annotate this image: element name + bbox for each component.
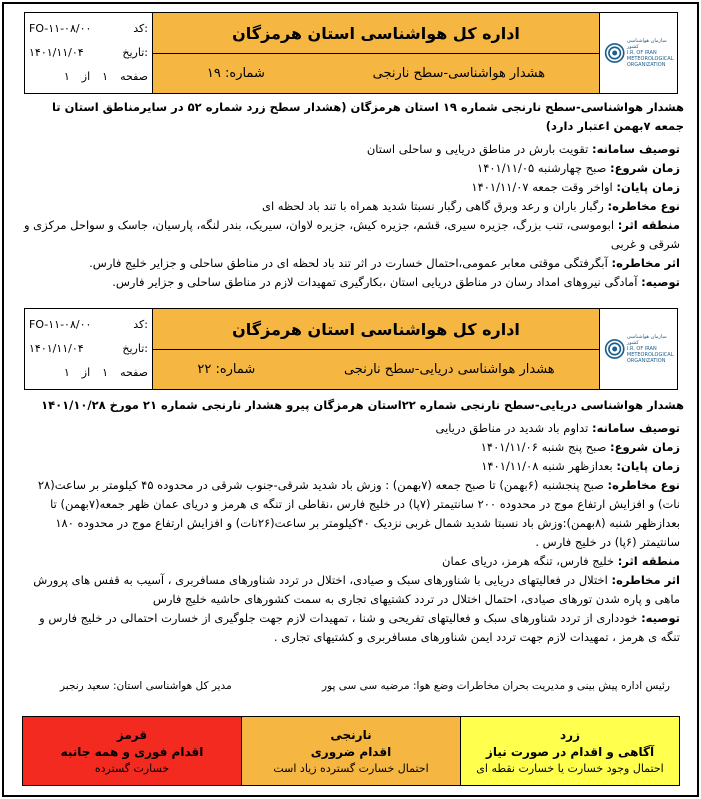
row-value: تداوم باد شدید در مناطق دریایی <box>435 421 589 435</box>
warning2-main-title: هشدار هواشناسی دریایی-سطح نارنجی شماره ۲۲استان هرمزگان پیرو هشدار نارنجی شماره ۲۱ مورخ ۱۴۰۱/۱۰/۲۸ <box>41 398 684 412</box>
page-total: ۱ <box>63 365 70 379</box>
row-value: صبح پنجشنبه (۶بهمن) تا صبح جمعه (۷بهمن) : وزش باد شدید شرقی-جنوب شرقی در محدوده ۴۵ کیلومتر بر ساعت(۲۸ نات) و افزایش ارتفاع موج در محدوده ۲۰۰ سانتیمتر (۷پا) در خلیج فارس ،نقاطی از تنگه ی هرمز و دریای عمان ظهر جمعه(۷بهمن) تا بعدازظهر شنبه (۸بهمن):وزش باد نسبتا شدید شمال غربی نزدیک ۴۰کیلومتر بر ساعت(۲۶نات) و افزایش ارتفاع موج در محدوده ۱۸۰ سانتیمتر (۶پا) در خلیج فارس . <box>37 478 680 549</box>
row-label: اثر مخاطره: <box>611 256 680 270</box>
date-label: تاریخ: <box>122 341 148 355</box>
code-label: کد: <box>133 21 148 35</box>
row-value: اواخر وقت جمعه ۱۴۰۱/۱۱/۰۷ <box>471 180 613 194</box>
logo-line: I.R. OF IRAN <box>626 346 657 352</box>
row-value: رگبار باران و رعد وبرق گاهی رگبار نسبتا شدید همراه با تند باد لحظه ای <box>261 199 604 213</box>
warning-level-legend <box>22 716 680 786</box>
warning2-body <box>20 396 684 647</box>
logo-line: سازمان هواشناسی کشور <box>626 334 667 346</box>
logo-cell <box>599 13 677 93</box>
warning1-title-area <box>153 13 599 93</box>
logo-line: سازمان هواشناسی کشور <box>626 38 667 50</box>
row-value: تقویت بارش در مناطق دریایی و ساحلی استان <box>366 142 589 156</box>
warning1-row <box>20 216 680 254</box>
warning2-header <box>24 308 678 390</box>
logo-line: ORGANIZATION <box>626 62 666 68</box>
warning-type: هشدار هواشناسی دریایی-سطح نارنجی <box>343 362 555 377</box>
code-value: FO-۱۱-۰۸/۰۰ <box>29 317 92 331</box>
warning2-row <box>20 476 680 552</box>
row-label: زمان پایان: <box>616 180 680 194</box>
logo-line: METEOROLOGICAL <box>626 56 674 62</box>
row-label: توصیف سامانه: <box>592 421 680 435</box>
org-title: اداره کل هواشناسی استان هرمزگان <box>153 13 599 54</box>
page-number: ۱ <box>102 69 109 83</box>
page-number: ۱ <box>102 365 109 379</box>
code-value: FO-۱۱-۰۸/۰۰ <box>29 21 92 35</box>
row-label: توصیف سامانه: <box>592 142 680 156</box>
warning2-row <box>20 457 680 476</box>
warning1-row <box>20 273 680 292</box>
row-value: آمادگی نیروهای امداد رسان در مناطق دریایی استان ،بکارگیری تمهیدات لازم در مناطق ساحلی و جزایر فارس. <box>112 275 638 289</box>
warning1-row <box>20 197 680 216</box>
row-value: آبگرفتگی موقتی معابر عمومی،احتمال خسارت در اثر تند باد لحظه ای در مناطق ساحلی و جزایر خلیج فارس. <box>89 256 608 270</box>
warning1-row <box>20 140 680 159</box>
row-label: اثر مخاطره: <box>611 573 680 587</box>
warning2-row <box>20 438 680 457</box>
warning2-row <box>20 571 680 609</box>
warning1-row <box>20 178 680 197</box>
warning2-meta <box>25 309 153 389</box>
row-label: نوع مخاطره: <box>607 478 680 492</box>
warning2-title-area <box>153 309 599 389</box>
row-label: زمان پایان: <box>616 459 680 473</box>
level-title: زرد <box>560 727 580 742</box>
page-label: صفحه <box>120 69 148 83</box>
logo-line: ORGANIZATION <box>626 358 666 364</box>
row-label: منطقه اثر: <box>617 554 680 568</box>
forecast-head-signature: رئیس اداره پیش بینی و مدیریت بحران مخاطرات وضع هوا: مرضیه سی سی پور <box>322 680 670 692</box>
level-orange <box>241 717 460 785</box>
level-title: قرمز <box>116 727 148 742</box>
signatures <box>60 680 670 692</box>
date-value: ۱۴۰۱/۱۱/۰۴ <box>29 341 84 355</box>
level-description: احتمال خسارت گسترده زیاد است <box>273 761 429 775</box>
row-label: زمان شروع: <box>610 161 680 175</box>
level-subtitle: اقدام ضروری <box>310 744 392 759</box>
logo-cell <box>599 309 677 389</box>
warning1-header <box>24 12 678 94</box>
page-total: ۱ <box>63 69 70 83</box>
meteorological-organization-logo <box>604 23 674 83</box>
row-label: توصیه: <box>641 611 680 625</box>
date-label: تاریخ: <box>122 45 148 59</box>
warning1-row <box>20 159 680 178</box>
warning-number: شماره: ۲۲ <box>197 362 256 377</box>
of-label: از <box>81 365 91 379</box>
org-title: اداره کل هواشناسی استان هرمزگان <box>153 309 599 350</box>
level-description: خسارت گسترده <box>94 761 170 775</box>
row-value: خودداری از تردد شناورهای سبک و فعالیتهای تفریحی و شنا ، تمهیدات لازم جهت جلوگیری از خسارت احتمالی در خلیج فارس و تنگه ی هرمز ، تمهیدات لازم جهت تردد ایمن شناورهای مسافربری و کشتیهای تجاری . <box>39 611 680 644</box>
code-label: کد: <box>133 317 148 331</box>
warning1-row <box>20 254 680 273</box>
warning1-main-title: هشدار هواشناسی-سطح نارنجی شماره ۱۹ استان هرمزگان (هشدار سطح زرد شماره ۵۲ در سایرمناطق استان تا جمعه ۷بهمن اعتبار دارد) <box>51 100 684 133</box>
page-label: صفحه <box>120 365 148 379</box>
row-value: بعدازظهر شنبه ۱۴۰۱/۱۱/۰۸ <box>481 459 613 473</box>
level-red <box>23 717 241 785</box>
director-signature: مدیر کل هواشناسی استان: سعید رنجبر <box>60 680 232 692</box>
row-label: زمان شروع: <box>610 440 680 454</box>
level-title: نارنجی <box>330 727 372 742</box>
warning2-row <box>20 609 680 647</box>
warning1-body <box>20 98 684 292</box>
date-value: ۱۴۰۱/۱۱/۰۴ <box>29 45 84 59</box>
level-subtitle: اقدام فوری و همه جانبه <box>60 744 204 759</box>
row-value: خلیج فارس، تنگه هرمز، دریای عمان <box>442 554 615 568</box>
row-value: ابوموسی، تنب بزرگ، جزیره سیری، قشم، جزیره کیش، جزیره لاوان، سیریک، بندر لنگه، پارسیان، جاسک و سواحل مرکزی و شرقی و غربی <box>23 218 680 251</box>
row-label: توصیه: <box>641 275 680 289</box>
logo-line: METEOROLOGICAL <box>626 352 674 358</box>
row-value: صبح چهارشنبه ۱۴۰۱/۱۱/۰۵ <box>477 161 607 175</box>
warning2-row <box>20 419 680 438</box>
meteorological-organization-logo <box>604 319 674 379</box>
warning-number: شماره: ۱۹ <box>206 66 265 81</box>
logo-line: I.R. OF IRAN <box>626 50 657 56</box>
row-label: نوع مخاطره: <box>607 199 680 213</box>
row-label: منطقه اثر: <box>617 218 680 232</box>
warning1-meta <box>25 13 153 93</box>
level-subtitle: آگاهی و اقدام در صورت نیاز <box>485 744 655 759</box>
level-yellow <box>460 717 679 785</box>
warning2-row <box>20 552 680 571</box>
row-value: صبح پنج شنبه ۱۴۰۱/۱۱/۰۶ <box>480 440 607 454</box>
spiral-logo-icon <box>604 36 625 70</box>
level-description: احتمال وجود خسارت یا خسارت نقطه ای <box>476 761 664 775</box>
spiral-logo-icon <box>604 332 625 366</box>
warning-type: هشدار هواشناسی-سطح نارنجی <box>372 66 546 81</box>
of-label: از <box>81 69 91 83</box>
row-value: اختلال در فعالیتهای دریایی با شناورهای سبک و صیادی، اختلال در تردد شناورهای مسافربری ، آسیب به قفس های پرورش ماهی و پاره شدن تورهای صیادی، احتمال اختلال در تردد کشتیهای تجاری به سمت کشورهای حاشیه خلیج فارس <box>33 573 680 606</box>
